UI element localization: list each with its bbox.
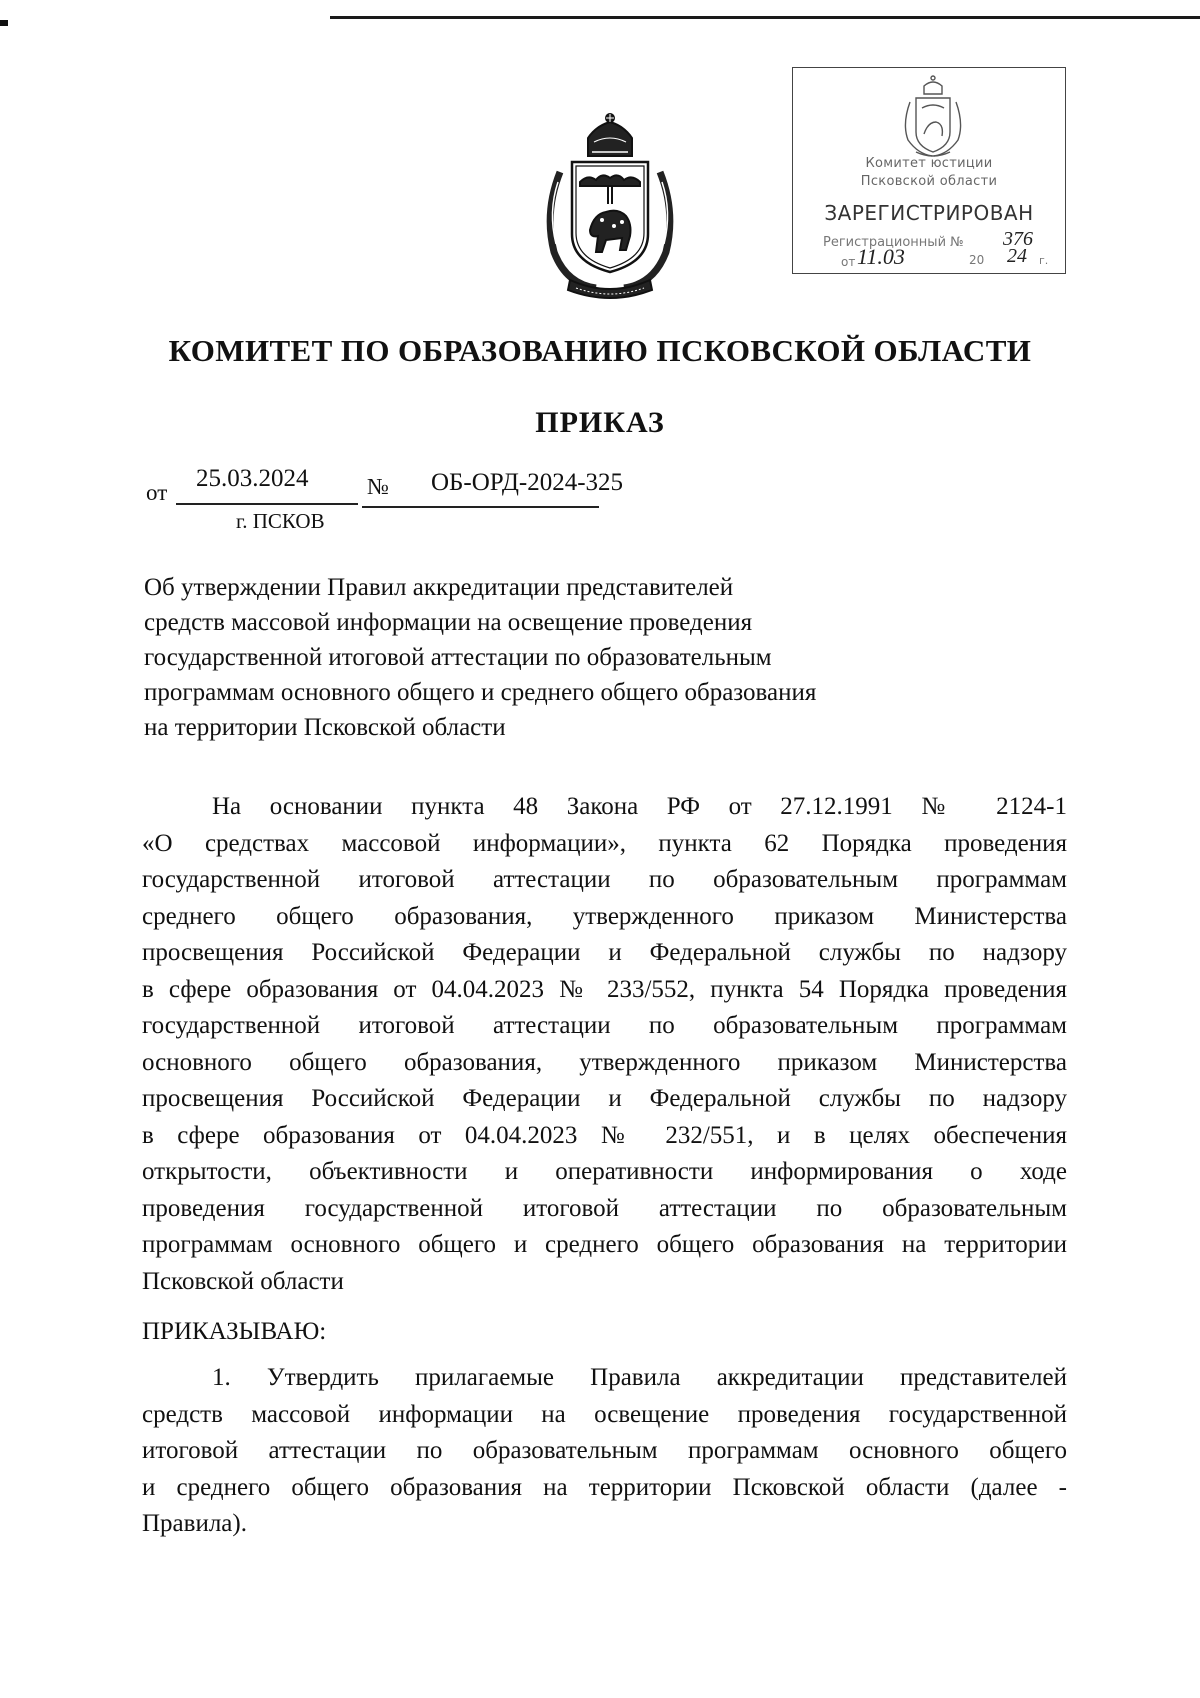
- stamp-authority-line2: Псковской области: [860, 174, 998, 189]
- document-subject: [144, 570, 944, 745]
- preamble-line: государственной итоговой аттестации по образовательным программам: [142, 866, 1067, 893]
- preamble-line: просвещения Российской Федерации и Федеральной службы по надзору: [142, 939, 1067, 966]
- stamp-year-handwritten: 24: [1007, 245, 1027, 267]
- item-line: Правила).: [142, 1510, 247, 1537]
- stamp-reg-label: Регистрационный №: [823, 235, 964, 250]
- order-item-1: [142, 1360, 1067, 1543]
- preamble-line: основного общего образования, утвержденного приказом Министерства: [142, 1048, 1067, 1076]
- preamble-line: просвещения Российской Федерации и Федеральной службы по надзору: [142, 1085, 1067, 1112]
- preamble-paragraph: [142, 789, 1067, 1300]
- stamp-reg-number: 376: [1003, 228, 1033, 250]
- preamble-line: «О средствах массовой информации», пункта 62 Порядка проведения: [142, 829, 1067, 857]
- scan-edge-line: [330, 16, 1200, 19]
- preamble-line: открытости, объективности и оперативности информирования о ходе: [142, 1158, 1067, 1185]
- item-line: средств массовой информации на освещение проведения государственной: [142, 1400, 1067, 1428]
- item-line: и среднего общего образования на территории Псковской области (далее -: [142, 1473, 1067, 1501]
- document-date: 25.03.2024: [196, 465, 309, 492]
- stamp-registered-label: ЗАРЕГИСТРИРОВАН: [824, 201, 1034, 225]
- preamble-line: проведения государственной итоговой аттестации по образовательным: [142, 1194, 1067, 1222]
- scan-edge-mark: [0, 20, 8, 26]
- item-line: 1. Утвердить прилагаемые Правила аккредитации представителей: [212, 1364, 1067, 1391]
- preamble-line: в сфере образования от 04.04.2023 № 232/551, и в целях обеспечения: [142, 1121, 1067, 1149]
- document-city: г. ПСКОВ: [236, 509, 325, 533]
- subject-line: Об утверждении Правил аккредитации представителей: [144, 574, 734, 601]
- subject-line: средств массовой информации на освещение проведения: [144, 609, 753, 636]
- item-line: итоговой аттестации по образовательным программам основного общего: [142, 1437, 1067, 1464]
- stamp-year-suffix: г.: [1039, 254, 1049, 267]
- date-underline: [176, 503, 358, 505]
- stamp-authority-line1: Комитет юстиции: [865, 156, 993, 171]
- preamble-line: в сфере образования от 04.04.2023 № 233/552, пункта 54 Порядка проведения: [142, 975, 1067, 1003]
- stamp-year-prefix: 20: [969, 253, 985, 267]
- preamble-line: Псковской области: [142, 1267, 344, 1295]
- preamble-line: программам основного общего и среднего общего образования на территории: [142, 1231, 1067, 1258]
- number-sign-label: №: [367, 474, 389, 499]
- registration-stamp: [792, 67, 1066, 274]
- stamp-emblem-icon: [896, 74, 970, 160]
- document-number: ОБ-ОРД-2024-325: [431, 469, 624, 496]
- number-underline: [362, 506, 599, 508]
- coat-of-arms-emblem: [536, 112, 684, 304]
- preamble-line: среднего общего образования, утвержденного приказом Министерства: [142, 902, 1067, 930]
- subject-line: программам основного общего и среднего общего образования: [144, 679, 817, 706]
- organization-title: КОМИТЕТ ПО ОБРАЗОВАНИЮ ПСКОВСКОЙ ОБЛАСТИ: [168, 333, 1032, 368]
- preamble-line: На основании пункта 48 Закона РФ от 27.12.1991 № 2124-1: [212, 793, 1067, 820]
- order-directive: ПРИКАЗЫВАЮ:: [142, 1318, 327, 1345]
- stamp-from-label: от: [841, 255, 856, 269]
- subject-line: государственной итоговой аттестации по образовательным: [144, 644, 772, 671]
- subject-line: на территории Псковской области: [144, 714, 506, 741]
- date-prefix-label: от: [146, 480, 168, 505]
- stamp-date-handwritten: 11.03: [857, 244, 905, 269]
- preamble-line: государственной итоговой аттестации по образовательным программам: [142, 1012, 1067, 1039]
- document-type: ПРИКАЗ: [535, 406, 665, 439]
